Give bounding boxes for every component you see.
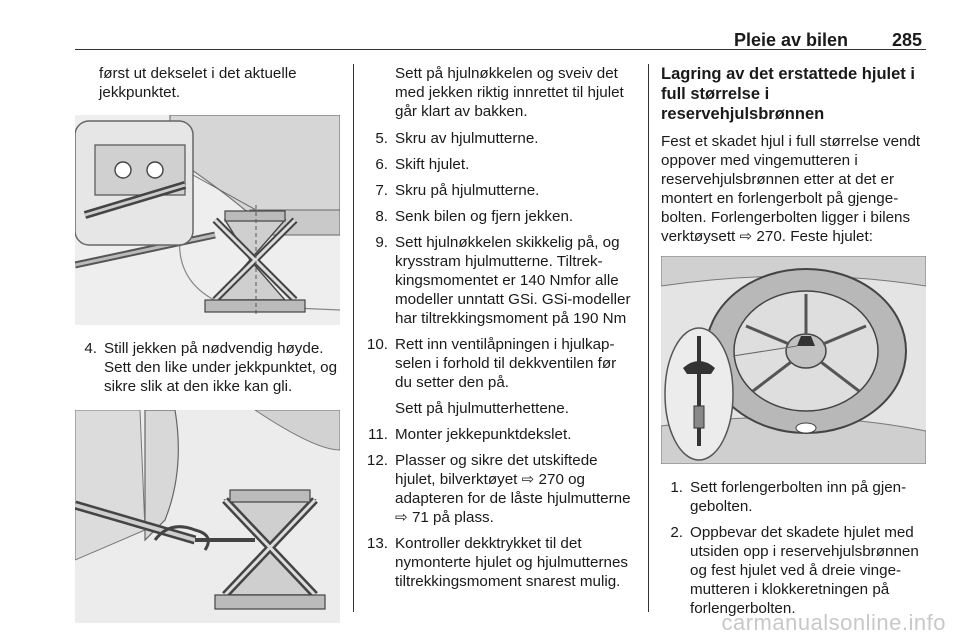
- step-item: 10. Rett inn ventilåpningen i hjulkapselen i forhold til dekkventilen før du setter den på.: [366, 336, 617, 391]
- spare-wheel-illustration: [661, 256, 926, 464]
- step-item: 2. Oppbevar det skadete hjulet med utsiden opp i reservehjulsbrønnen og fest hjulet ved å dreie vingemutteren i klokkeretningen på forlengerbolten.: [670, 524, 919, 617]
- step-item: 6. Skift hjulet.: [375, 156, 470, 173]
- step-item: 13. Kontroller dekktrykket til det nymonterte hjulet og hjulmutternes tiltrekkingsmoment snarest mulig.: [366, 535, 629, 590]
- step-item: 7. Skru på hjulmutterne.: [375, 182, 540, 199]
- intro-paragraph: først ut dekselet i det aktuelle jekkpunktet.: [99, 65, 297, 101]
- column-right: [661, 64, 926, 625]
- step-item: 8. Senk bilen og fjern jekken.: [375, 208, 574, 225]
- column-left: [75, 64, 340, 623]
- step-item: 1. Sett forlengerbolten inn på gjengebolten.: [670, 479, 907, 515]
- column-middle: [366, 64, 636, 598]
- step-item: 12. Plasser og sikre det utskiftede hjulet, bilverktøyet ⇨ 270 og adapteren for de låste hjulmutterne ⇨ 71 på plass.: [366, 452, 631, 526]
- step-item: 11. Monter jekkepunktdekslet.: [368, 426, 572, 443]
- watermark: carmanualsonline.info: [721, 610, 946, 635]
- jack-illustration-2: [75, 410, 340, 623]
- body-paragraph: Fest et skadet hjul i full størrelse vendt oppover med vingemutteren i reservehjulsbrønnen etter at det er montert en forlengerbolt på gjengebolten. Forlengerbolten ligger i bilens verktøysett ⇨ 270. Feste hjulet:: [661, 133, 921, 245]
- page-title: Pleie av bilen: [733, 30, 848, 50]
- jack-illustration-1: [75, 115, 340, 325]
- step-item: 9. Sett hjulnøkkelen skikkelig på, og krysstram hjulmutterne. Tiltrekkingsmomentet er 140 Nmfor alle modeller unntatt GSi. GSi-modeller har tiltrekkingsmoment på 190 Nm: [375, 234, 631, 327]
- intro-paragraph: Sett på hjulnøkkelen og sveiv det med jekken riktig innrettet til hjulet går klart av bakken.: [395, 65, 624, 120]
- step-item: 4. Still jekken på nødvendig høyde. Sett den like under jekkpunktet, og sikre slik at den ikke kan gli.: [84, 340, 338, 395]
- section-heading: Lagring av det erstattede hjulet i full størrelse i reservehjulsbrønnen: [661, 65, 915, 123]
- column-divider-2: [648, 64, 649, 612]
- step-note: Sett på hjulmutterhettene.: [395, 400, 569, 417]
- page-number: 285: [891, 30, 922, 50]
- column-divider-1: [353, 64, 354, 612]
- step-item: 5. Skru av hjulmutterne.: [375, 130, 539, 147]
- page-header: [75, 10, 926, 50]
